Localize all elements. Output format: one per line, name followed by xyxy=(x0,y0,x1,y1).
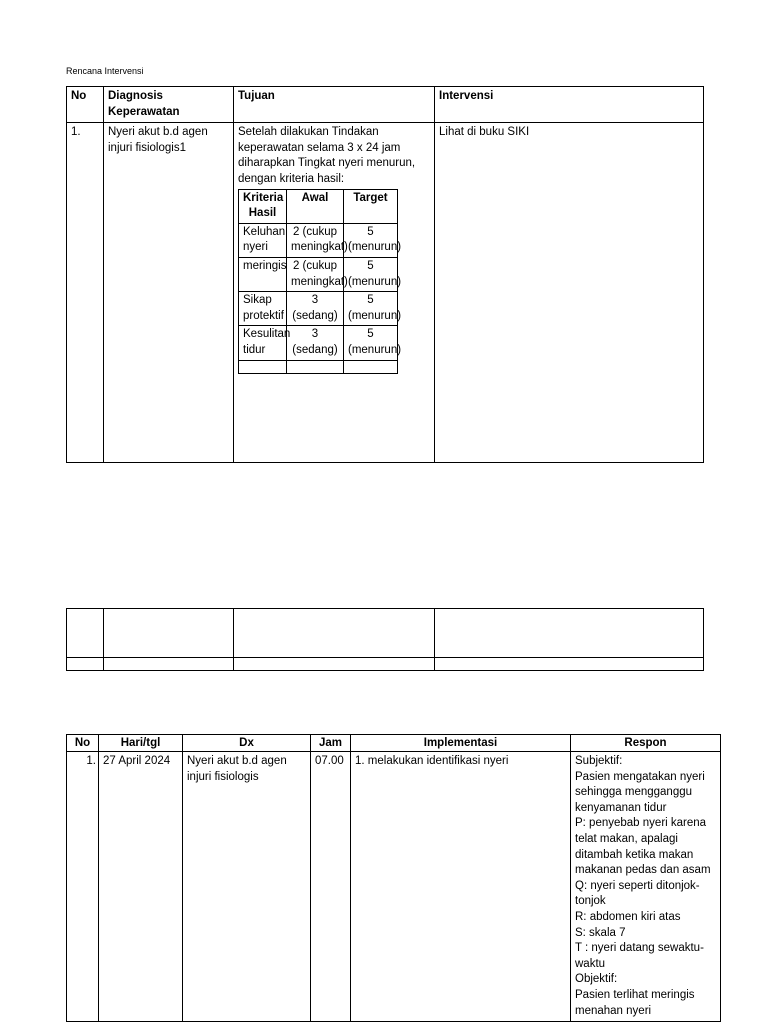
row-dx: Nyeri akut b.d agen injuri fisiologis xyxy=(183,752,311,1022)
implementation-header-row xyxy=(67,735,721,752)
criteria-row xyxy=(239,326,398,360)
initial-cell: 2 (cukup meningkat) xyxy=(287,257,344,291)
header-response: Respon xyxy=(571,735,721,752)
criteria-cell: Keluhan nyeri xyxy=(239,223,287,257)
empty-cell xyxy=(104,609,234,658)
row-intervention: Lihat di buku SIKI xyxy=(435,123,704,463)
criteria-cell: meringis xyxy=(239,257,287,291)
empty-cell xyxy=(435,609,704,658)
empty-cell xyxy=(104,658,234,671)
response-line: Pasien mengatakan nyeri sehingga mengganggu kenyamanan tidur xyxy=(575,770,705,814)
header-time: Jam xyxy=(311,735,351,752)
response-line: R: abdomen kiri atas xyxy=(575,910,681,923)
criteria-table xyxy=(238,189,402,374)
empty-cell xyxy=(344,360,398,373)
empty-cell xyxy=(234,658,435,671)
row-implementation: 1. melakukan identifikasi nyeri xyxy=(351,752,571,1022)
row-no: 1. xyxy=(67,752,99,1022)
header-no: No xyxy=(67,87,104,123)
header-implementation: Implementasi xyxy=(351,735,571,752)
row-goal xyxy=(234,123,435,463)
document-label: Rencana Intervensi xyxy=(66,66,144,76)
criteria-header-row xyxy=(239,189,398,223)
intervention-table xyxy=(66,86,704,463)
criteria-cell: Sikap protektif xyxy=(239,292,287,326)
target-cell: 5 (menurun) xyxy=(344,326,398,360)
header-date: Hari/tgl xyxy=(99,735,183,752)
table-row xyxy=(67,752,721,1022)
criteria-header-target: Target xyxy=(344,189,398,223)
goal-text: Setelah dilakukan Tindakan keperawatan selama 3 x 24 jam diharapkan Tingkat nyeri menurun, dengan kriteria hasil: xyxy=(238,126,416,185)
intervention-table-header-row xyxy=(67,87,704,123)
criteria-row xyxy=(239,257,398,291)
criteria-cell: Kesulitan tidur xyxy=(239,326,287,360)
row-no: 1. xyxy=(67,123,104,463)
criteria-row xyxy=(239,223,398,257)
response-line: Subjektif: xyxy=(575,755,623,767)
row-date: 27 April 2024 xyxy=(99,752,183,1022)
header-no: No xyxy=(67,735,99,752)
implementation-table xyxy=(66,734,721,1022)
table-row xyxy=(67,609,704,658)
table-row xyxy=(67,658,704,671)
empty-cell xyxy=(287,360,344,373)
empty-cell xyxy=(239,360,287,373)
empty-cell xyxy=(435,658,704,671)
response-line: S: skala 7 xyxy=(575,926,626,939)
target-cell: 5 (menurun) xyxy=(344,257,398,291)
target-cell: 5 (menurun) xyxy=(344,292,398,326)
criteria-empty-row xyxy=(239,360,398,373)
response-line: Objektif: xyxy=(575,973,618,986)
target-cell: 5 (menurun) xyxy=(344,223,398,257)
initial-cell: 3 (sedang) xyxy=(287,326,344,360)
criteria-header-criteria: Kriteria Hasil xyxy=(239,189,287,223)
response-line: Q: nyeri seperti ditonjok-tonjok xyxy=(575,879,700,908)
response-line: T : nyeri datang sewaktu-waktu xyxy=(575,942,704,970)
header-diagnosis: Diagnosis Keperawatan xyxy=(104,87,234,123)
header-goal: Tujuan xyxy=(234,87,435,123)
initial-cell: 3 (sedang) xyxy=(287,292,344,326)
criteria-header-initial: Awal xyxy=(287,189,344,223)
empty-table xyxy=(66,608,704,671)
response-line: P: penyebab nyeri karena telat makan, apalagi ditambah ketika makan makanan pedas dan asam xyxy=(575,817,711,877)
row-diagnosis: Nyeri akut b.d agen injuri fisiologis1 xyxy=(104,123,234,463)
row-response xyxy=(571,752,721,1022)
table-row xyxy=(67,123,704,463)
empty-cell xyxy=(234,609,435,658)
empty-cell xyxy=(67,658,104,671)
row-time: 07.00 xyxy=(311,752,351,1022)
header-intervention: Intervensi xyxy=(435,87,704,123)
response-line: Pasien terlihat meringis menahan nyeri xyxy=(575,988,695,1017)
initial-cell: 2 (cukup meningkat) xyxy=(287,223,344,257)
empty-cell xyxy=(67,609,104,658)
criteria-row xyxy=(239,292,398,326)
header-dx: Dx xyxy=(183,735,311,752)
